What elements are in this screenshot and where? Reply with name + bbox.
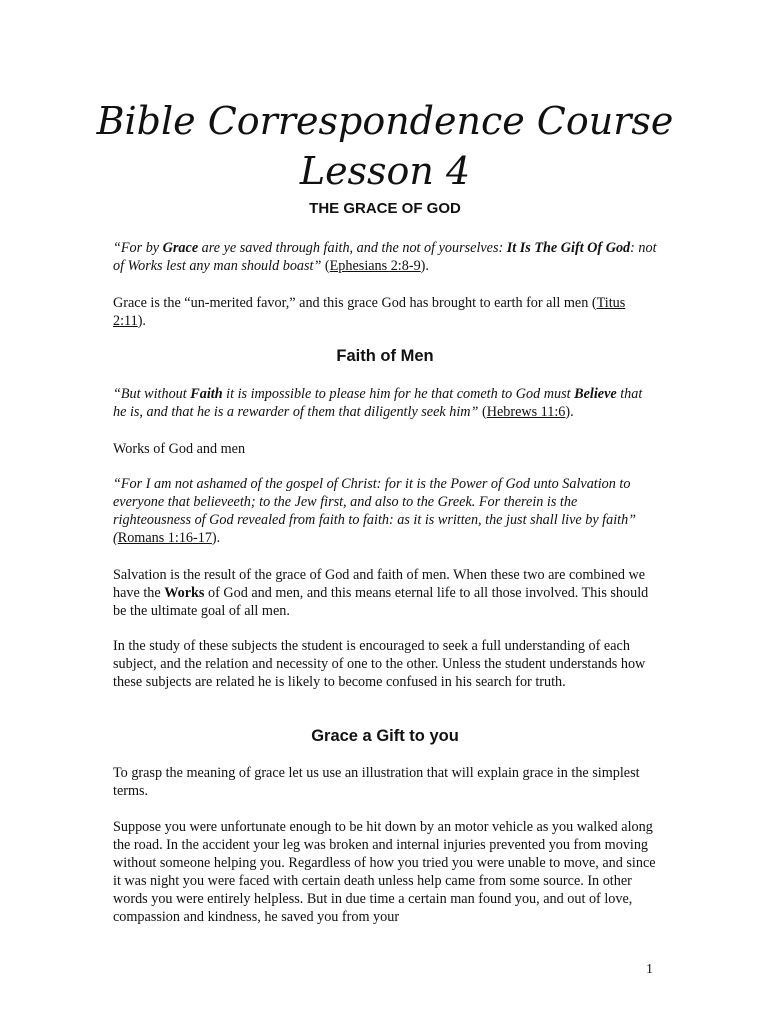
scripture-ref-ephesians[interactable]: Ephesians 2:8-9 xyxy=(329,258,421,274)
quote-text: : not of Works lest any man should boast” xyxy=(113,240,657,274)
paragraph-ephesians-quote xyxy=(113,239,658,275)
paragraph-illustration-intro: To grasp the meaning of grace let us use an illustration that will explain grace in the simplest terms. xyxy=(113,765,640,799)
ref-close: ). xyxy=(137,313,146,329)
course-title: Bible Correspondence Course xyxy=(96,99,674,143)
ref-open: ( xyxy=(478,404,487,420)
lesson-title: Lesson 4 xyxy=(299,149,471,193)
paragraph-study: In the study of these subjects the student is encouraged to seek a full understanding of each subject, and the relation and necessity of one to the other. Unless the student understands how these subjects are related he is likely to become confused in his search for truth. xyxy=(113,638,646,690)
paragraph-grace-definition xyxy=(113,294,658,330)
heading-faith-of-men: Faith of Men xyxy=(336,347,434,365)
heading-grace-gift: Grace a Gift to you xyxy=(311,727,459,745)
lesson-subtitle: THE GRACE OF GOD xyxy=(309,200,461,217)
quote-text: that he is, and that he is a rewarder of them that diligently seek him” xyxy=(113,386,643,420)
quote-text: “For I am not ashamed of the gospel of Christ: for it is the Power of God unto Salvation to everyone that believeeth; to the Jew first, and also to the Greek. For therein is the righteousness of God revealed from faith to faith: as it is written, the just shall live by faith” ( xyxy=(113,476,637,546)
ref-close: ). xyxy=(211,530,221,546)
quote-emphasis: Faith xyxy=(190,386,223,402)
quote-emphasis: Grace xyxy=(162,240,199,256)
paragraph-hebrews-quote xyxy=(113,385,658,421)
scripture-ref-romans[interactable]: Romans 1:16-17 xyxy=(117,530,212,546)
quote-text: it is impossible to please him for he that cometh to God must xyxy=(222,386,575,402)
ref-close: ). xyxy=(420,258,429,274)
quote-emphasis: It Is The Gift Of God xyxy=(506,240,631,256)
paragraph-text: Grace is the “un-merited favor,” and this grace God has brought to earth for all men ( xyxy=(113,295,597,311)
paragraph-illustration: Suppose you were unfortunate enough to be hit down by an motor vehicle as you walked along the road. In the accident your leg was broken and internal injuries prevented you from moving without someone helping you. Regardless of how you tried you were unable to move, and since it was night you were faced with certain death unless help came from some source. In other words you were entirely helpless. But in due time a certain man found you, and out of love, compassion and kindness, he saved you from your xyxy=(113,819,656,925)
paragraph-text: Salvation is the result of the grace of God and faith of men. When these two are combined we have the xyxy=(113,567,645,601)
paragraph-salvation xyxy=(113,566,658,620)
page-number: 1 xyxy=(646,962,653,977)
paragraph-text: of God and men, and this means eternal life to all those involved. This should be the ultimate goal of all men. xyxy=(113,585,649,619)
ref-open: ( xyxy=(321,258,330,274)
bold-term: Works xyxy=(164,585,205,601)
quote-emphasis: Believe xyxy=(574,386,617,402)
quote-text: are ye saved through faith, and the not of yourselves: xyxy=(198,240,507,256)
paragraph-romans-quote xyxy=(113,475,658,547)
scripture-ref-hebrews[interactable]: Hebrews 11:6 xyxy=(486,404,566,420)
paragraph-works: Works of God and men xyxy=(113,441,246,457)
quote-text: “For by xyxy=(113,240,163,256)
ref-close: ). xyxy=(565,404,574,420)
scripture-ref-titus[interactable]: Titus 2:11 xyxy=(113,295,626,329)
quote-text: “But without xyxy=(113,386,191,402)
